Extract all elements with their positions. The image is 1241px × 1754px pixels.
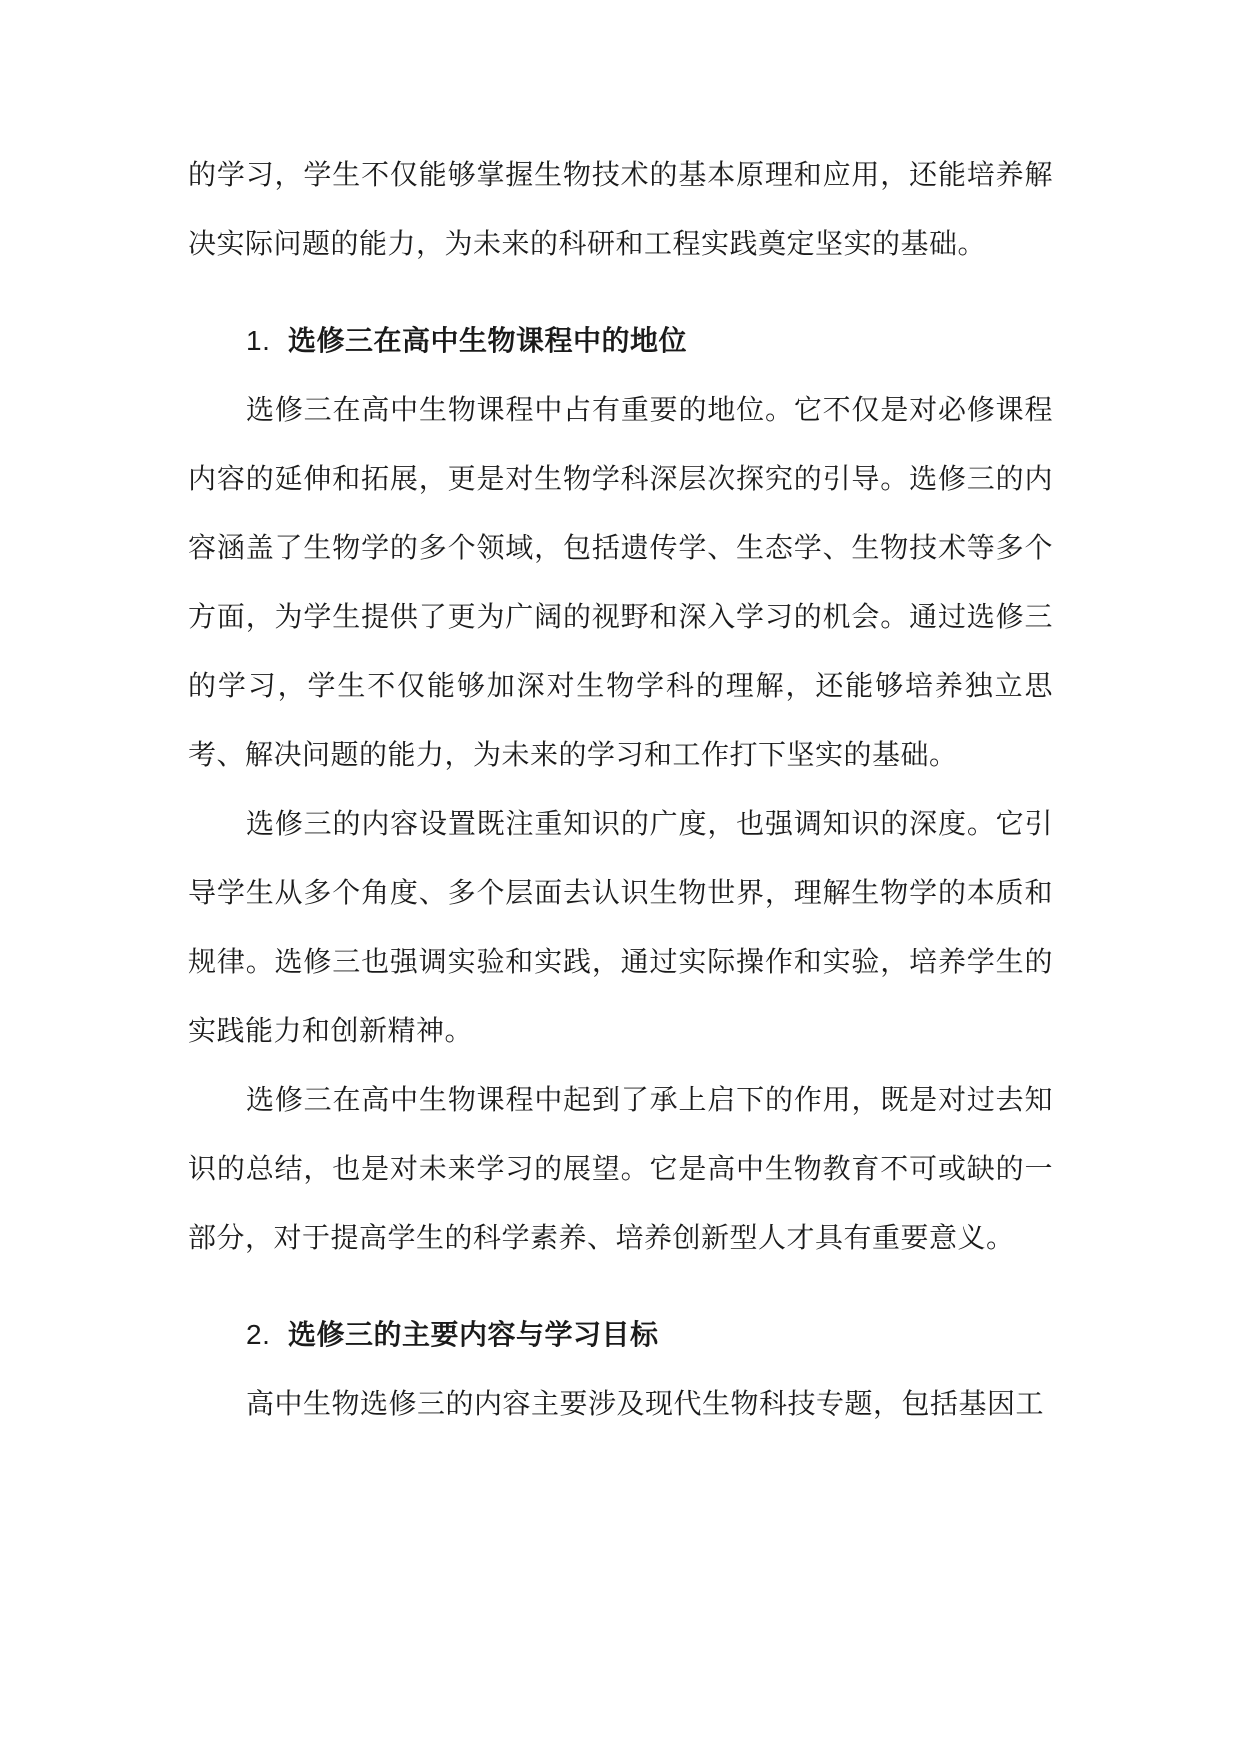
paragraph-continued: 的学习，学生不仅能够掌握生物技术的基本原理和应用，还能培养解决实际问题的能力，为未来的科研和工程实践奠定坚实的基础。 bbox=[188, 158, 1053, 260]
section-heading-2 bbox=[188, 1300, 1053, 1369]
section-number: 1. bbox=[246, 325, 271, 356]
spacer bbox=[188, 1272, 1053, 1300]
document-body bbox=[188, 140, 1053, 1438]
section-heading-1 bbox=[188, 306, 1053, 375]
spacer bbox=[188, 278, 1053, 306]
section-title: 选修三的主要内容与学习目标 bbox=[288, 1318, 659, 1351]
paragraph: 选修三的内容设置既注重知识的广度，也强调知识的深度。它引导学生从多个角度、多个层面去认识生物世界，理解生物学的本质和规律。选修三也强调实验和实践，通过实际操作和实验，培养学生的实践能力和创新精神。 bbox=[188, 807, 1053, 1047]
section-title: 选修三在高中生物课程中的地位 bbox=[288, 324, 688, 357]
paragraph: 选修三在高中生物课程中起到了承上启下的作用，既是对过去知识的总结，也是对未来学习的展望。它是高中生物教育不可或缺的一部分，对于提高学生的科学素养、培养创新型人才具有重要意义。 bbox=[188, 1083, 1053, 1254]
section-number: 2. bbox=[246, 1319, 271, 1350]
paragraph: 高中生物选修三的内容主要涉及现代生物科技专题，包括基因工 bbox=[246, 1387, 1045, 1420]
paragraph: 选修三在高中生物课程中占有重要的地位。它不仅是对必修课程内容的延伸和拓展，更是对生物学科深层次探究的引导。选修三的内容涵盖了生物学的多个领域，包括遗传学、生态学、生物技术等多个方面，为学生提供了更为广阔的视野和深入学习的机会。通过选修三的学习，学生不仅能够加深对生物学科的理解，还能够培养独立思考、解决问题的能力，为未来的学习和工作打下坚实的基础。 bbox=[188, 393, 1053, 771]
